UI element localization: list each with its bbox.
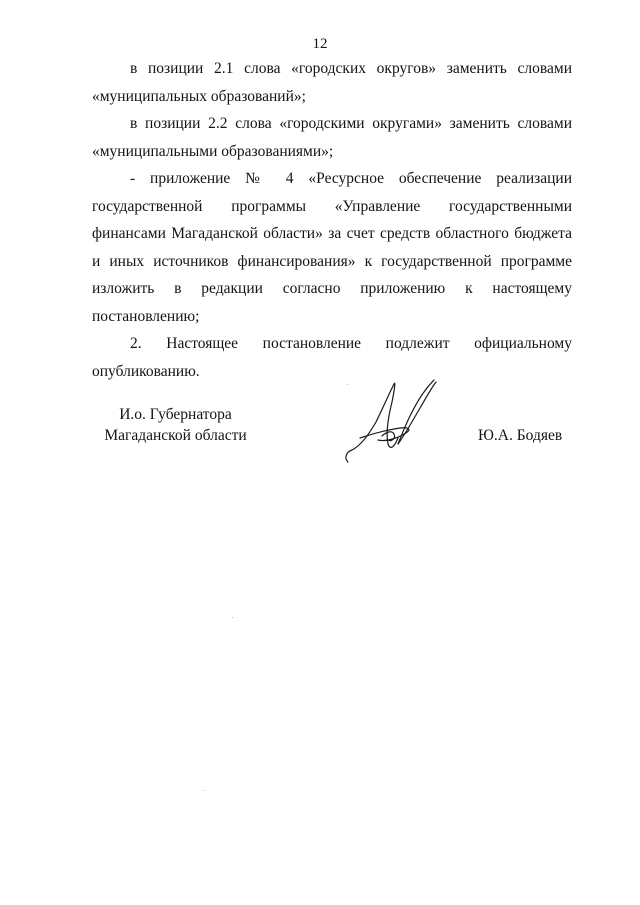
scan-speck xyxy=(232,617,233,618)
handwritten-signature xyxy=(338,378,448,468)
signatory-position-line2: Магаданской области xyxy=(104,427,247,444)
signatory-name: Ю.А. Бодяев xyxy=(478,427,563,444)
paragraph-position-2-1: в позиции 2.1 слова «городских округов» заменить словами «муниципальных образований»; xyxy=(92,60,572,105)
page-number: 12 xyxy=(312,36,328,52)
paragraph-position-2-2: в позиции 2.2 слова «городскими округами» заменить словами «муниципальными образованиями»; xyxy=(92,115,572,160)
signatory-position xyxy=(88,404,263,446)
paragraph-publication: 2. Настоящее постановление подлежит официальному опубликованию. xyxy=(92,335,572,380)
document-body xyxy=(92,55,572,385)
paragraph-appendix-4: - приложение № 4 «Ресурсное обеспечение реализации государственной программы «Управление государственными финансами Магаданской области» за счет средств областного бюджета и иных источников финансирования» к государственной программе изложить в редакции согласно приложению к настоящему постановлению; xyxy=(92,170,572,325)
signatory-position-line1: И.о. Губернатора xyxy=(119,406,232,423)
scan-speck xyxy=(347,384,348,385)
scan-speck xyxy=(204,790,205,791)
